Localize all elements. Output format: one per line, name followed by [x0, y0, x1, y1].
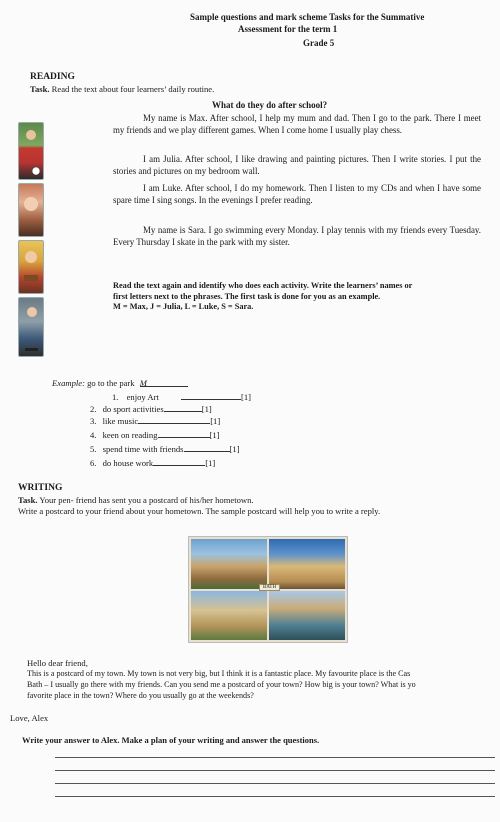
item-mark: [1] [229, 444, 240, 454]
photo-sara [18, 297, 44, 357]
boy-football-icon [19, 123, 43, 179]
item-number: 2. [90, 404, 97, 414]
boy-guitar-icon [19, 241, 43, 293]
example-answer: M [139, 378, 147, 388]
item-number: 3. [90, 416, 97, 426]
item-text: keen on reading [102, 430, 158, 440]
paragraph-julia-text: I am Julia. After school, I like drawing and painting pictures. Then I write stories. I put the stories and pictures on my bedroom wall. [113, 154, 481, 177]
item-text: spend time with friends [102, 444, 184, 454]
item-text: enjoy Art [126, 392, 159, 402]
writing-task-line-2: Write a postcard to your friend about your hometown. The sample postcard will help you to write a reply. [18, 506, 381, 516]
letter-line-1: This is a postcard of my town. My town is not very big, but I think it is a fantastic place. My favourite place is the Cas [27, 669, 411, 678]
header-line-2: Assessment for the term 1 [238, 24, 338, 34]
paragraph-luke-text: I am Luke. After school, I do my homework. Then I listen to my CDs and when I have some spare time I sing songs. In the evenings I prefer reading. [113, 183, 481, 206]
example-row [52, 378, 188, 388]
list-item-4 [90, 429, 220, 440]
instruction-line-3: M = Max, J = Julia, L = Luke, S = Sara. [113, 302, 254, 311]
list-item-1 [112, 391, 251, 402]
item-mark: [1] [209, 430, 220, 440]
postcard-tile-bottom-left [191, 591, 267, 640]
header-grade: Grade 5 [303, 38, 335, 48]
writing-line-3[interactable] [55, 783, 495, 784]
paragraph-julia [113, 153, 481, 177]
letter-signoff: Love, Alex [10, 713, 49, 723]
postcard-tile-top-left [191, 539, 267, 589]
paragraph-luke [113, 182, 481, 206]
paragraph-max-text: My name is Max. After school, I help my mum and dad. Then I go to the park. There I meet my friends and we play different games. When I come home I usually play chess. [113, 113, 481, 136]
letter-line-3: favorite place in the town? Where do you usually go at the weekends? [27, 691, 254, 700]
answer-blank-6[interactable] [153, 457, 205, 466]
reading-task [30, 84, 214, 94]
instruction-line-1: Read the text again and identify who does each activity. Write the learners’ names or [113, 281, 413, 290]
list-item-2 [90, 403, 212, 414]
writing-heading: WRITING [18, 483, 63, 493]
writing-line-1[interactable] [55, 757, 495, 758]
answer-blank-2[interactable] [164, 403, 202, 412]
writing-line-2[interactable] [55, 770, 495, 771]
example-label: Example: [52, 378, 85, 388]
answer-blank-4[interactable] [158, 429, 210, 438]
item-mark: [1] [241, 392, 252, 402]
postcard-tile-bottom-right [269, 591, 345, 640]
answer-blank-5[interactable] [184, 443, 230, 452]
photo-luke [18, 240, 44, 294]
girl-portrait-icon [19, 184, 43, 236]
postcard-image [188, 536, 348, 643]
paragraph-max [113, 112, 481, 136]
example-text: go to the park [87, 378, 135, 388]
writing-task-text: Your pen- friend has sent you a postcard of his/her hometown. [39, 495, 254, 505]
item-text: like music [102, 416, 139, 426]
header-line-1: Sample questions and mark scheme Tasks for the Summative [190, 12, 425, 22]
letter-line-2: Bath – I usually go there with my friends. Can you send me a postcard of your town? How big is your town? What is yo [27, 680, 416, 689]
item-number: 6. [90, 458, 97, 468]
writing-task-label: Task. [18, 495, 38, 505]
reading-title: What do they do after school? [212, 100, 328, 110]
postcard-tile-top-right [269, 539, 345, 589]
list-item-5 [90, 443, 240, 454]
item-text: do house work [102, 458, 154, 468]
reading-heading: READING [30, 72, 75, 82]
list-item-3 [90, 415, 220, 426]
paragraph-sara [113, 224, 481, 248]
example-answer-blank [140, 378, 188, 387]
girl-skating-icon [19, 298, 43, 356]
letter-greeting: Hello dear friend, [27, 658, 88, 668]
postcard-badge: BATH [259, 584, 280, 591]
item-number: 5. [90, 444, 97, 454]
instruction-line-2: first letters next to the phrases. The first task is done for you as an example. [113, 292, 381, 301]
paragraph-sara-text: My name is Sara. I go swimming every Monday. I play tennis with my friends every Tuesday. Every Thursday I skate in the park with my sister. [113, 225, 481, 248]
photo-max [18, 122, 44, 180]
item-number: 4. [90, 430, 97, 440]
writing-line-4[interactable] [55, 796, 495, 797]
item-mark: [1] [210, 416, 221, 426]
writing-task [18, 495, 254, 505]
answer-blank-3[interactable] [138, 415, 210, 424]
item-mark: [1] [205, 458, 216, 468]
answer-prompt: Write your answer to Alex. Make a plan of your writing and answer the questions. [22, 735, 320, 745]
list-item-6 [90, 457, 215, 468]
item-number: 1. [112, 392, 119, 402]
photo-julia [18, 183, 44, 237]
item-mark: [1] [201, 404, 212, 414]
reading-task-text: Read the text about four learners’ daily routine. [51, 84, 215, 94]
answer-blank-1[interactable] [181, 391, 241, 400]
reading-task-label: Task. [30, 84, 50, 94]
item-text: do sport activities [102, 404, 164, 414]
